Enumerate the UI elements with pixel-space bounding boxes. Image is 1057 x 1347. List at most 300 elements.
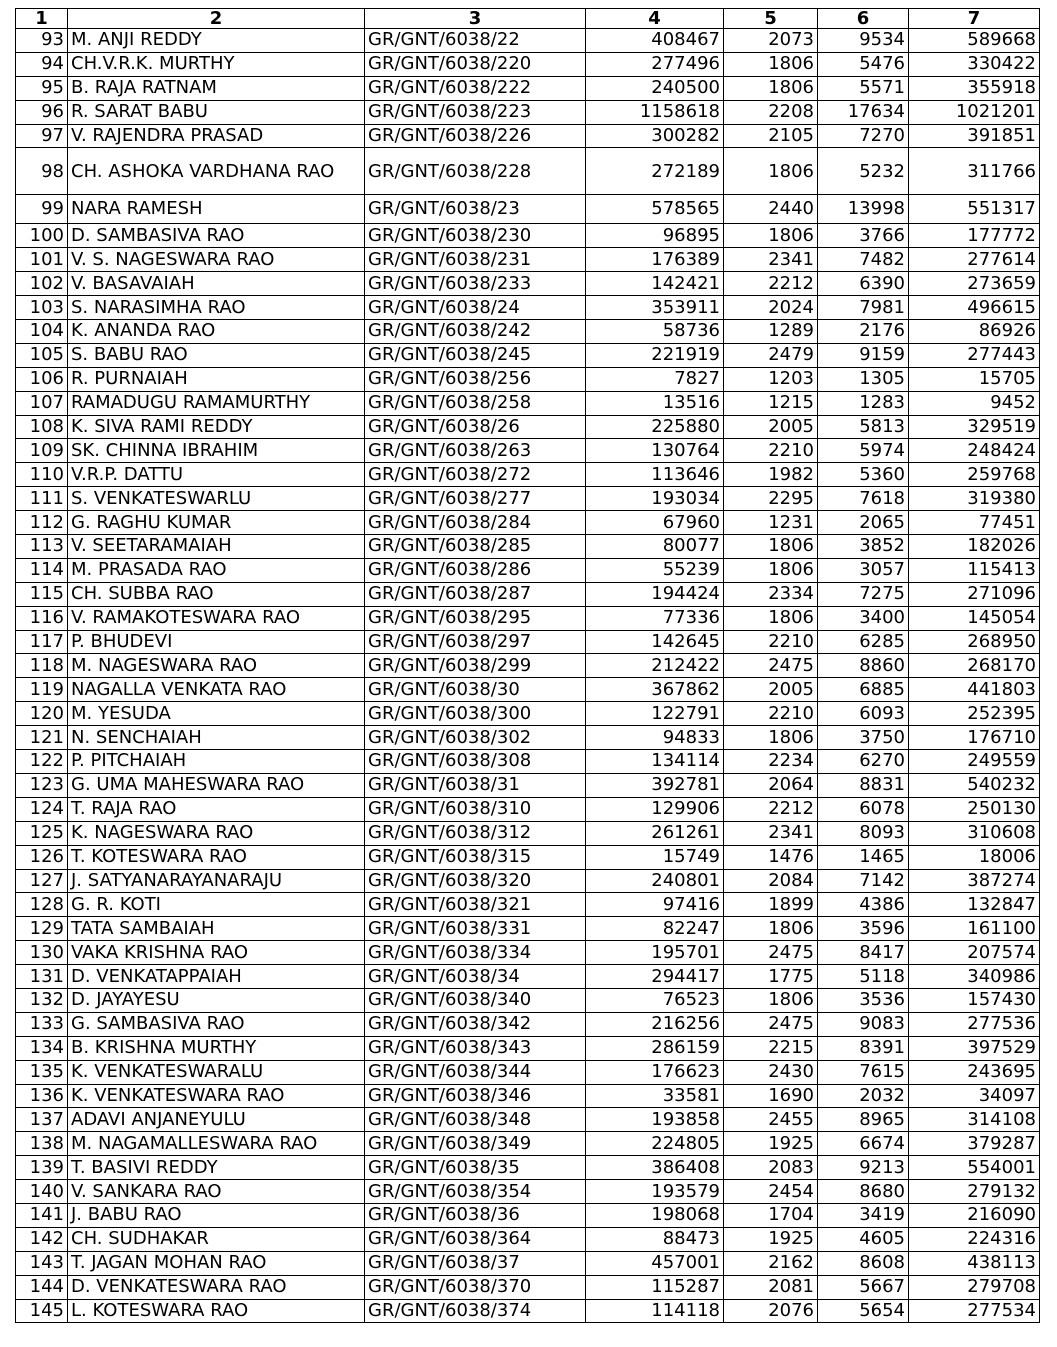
table-row: [16, 654, 1040, 678]
serial-number-cell: 125: [16, 821, 68, 845]
table-row: [16, 726, 1040, 750]
value-cell-7: 551317: [909, 195, 1040, 224]
table-row: [16, 195, 1040, 224]
table-row: [16, 1275, 1040, 1299]
serial-number-cell: 95: [16, 76, 68, 100]
value-cell-6: 3536: [818, 988, 909, 1012]
code-cell: GR/GNT/6038/344: [365, 1060, 586, 1084]
code-cell: GR/GNT/6038/312: [365, 821, 586, 845]
table-row: [16, 343, 1040, 367]
value-cell-4: 67960: [586, 511, 724, 535]
value-cell-7: 248424: [909, 439, 1040, 463]
serial-number-cell: 132: [16, 988, 68, 1012]
value-cell-5: 2162: [724, 1251, 818, 1275]
name-cell: K. NAGESWARA RAO: [68, 821, 365, 845]
value-cell-7: 268950: [909, 630, 1040, 654]
serial-number-cell: 101: [16, 248, 68, 272]
table-row: [16, 582, 1040, 606]
table-row: [16, 1203, 1040, 1227]
value-cell-7: 540232: [909, 773, 1040, 797]
serial-number-cell: 111: [16, 487, 68, 511]
serial-number-cell: 103: [16, 296, 68, 320]
name-cell: CH. SUBBA RAO: [68, 582, 365, 606]
value-cell-6: 7482: [818, 248, 909, 272]
value-cell-7: 329519: [909, 415, 1040, 439]
code-cell: GR/GNT/6038/346: [365, 1084, 586, 1108]
name-cell: P. BHUDEVI: [68, 630, 365, 654]
serial-number-cell: 120: [16, 702, 68, 726]
table-row: [16, 988, 1040, 1012]
value-cell-7: 268170: [909, 654, 1040, 678]
code-cell: GR/GNT/6038/263: [365, 439, 586, 463]
serial-number-cell: 118: [16, 654, 68, 678]
value-cell-7: 18006: [909, 845, 1040, 869]
code-cell: GR/GNT/6038/35: [365, 1156, 586, 1180]
column-header: 7: [909, 9, 1040, 29]
table-row: [16, 1227, 1040, 1251]
value-cell-6: 7615: [818, 1060, 909, 1084]
value-cell-4: 114118: [586, 1299, 724, 1323]
value-cell-6: 1465: [818, 845, 909, 869]
value-cell-7: 496615: [909, 296, 1040, 320]
value-cell-6: 8608: [818, 1251, 909, 1275]
value-cell-4: 76523: [586, 988, 724, 1012]
code-cell: GR/GNT/6038/242: [365, 320, 586, 344]
name-cell: G. R. KOTI: [68, 893, 365, 917]
code-cell: GR/GNT/6038/348: [365, 1108, 586, 1132]
code-cell: GR/GNT/6038/222: [365, 76, 586, 100]
table-row: [16, 869, 1040, 893]
table-row: [16, 511, 1040, 535]
name-cell: NAGALLA VENKATA RAO: [68, 678, 365, 702]
serial-number-cell: 126: [16, 845, 68, 869]
value-cell-6: 5654: [818, 1299, 909, 1323]
name-cell: V.R.P. DATTU: [68, 463, 365, 487]
code-cell: GR/GNT/6038/302: [365, 726, 586, 750]
value-cell-5: 2208: [724, 100, 818, 124]
value-cell-5: 2234: [724, 750, 818, 774]
serial-number-cell: 112: [16, 511, 68, 535]
code-cell: GR/GNT/6038/226: [365, 124, 586, 148]
serial-number-cell: 142: [16, 1227, 68, 1251]
value-cell-4: 15749: [586, 845, 724, 869]
value-cell-4: 122791: [586, 702, 724, 726]
code-cell: GR/GNT/6038/37: [365, 1251, 586, 1275]
name-cell: K. VENKATESWARA RAO: [68, 1084, 365, 1108]
code-cell: GR/GNT/6038/299: [365, 654, 586, 678]
value-cell-4: 142421: [586, 272, 724, 296]
value-cell-6: 2065: [818, 511, 909, 535]
code-cell: GR/GNT/6038/30: [365, 678, 586, 702]
value-cell-6: 9159: [818, 343, 909, 367]
code-cell: GR/GNT/6038/354: [365, 1180, 586, 1204]
value-cell-6: 9083: [818, 1012, 909, 1036]
code-cell: GR/GNT/6038/286: [365, 558, 586, 582]
serial-number-cell: 93: [16, 29, 68, 53]
table-row: [16, 893, 1040, 917]
name-cell: M. PRASADA RAO: [68, 558, 365, 582]
name-cell: R. PURNAIAH: [68, 367, 365, 391]
value-cell-4: 33581: [586, 1084, 724, 1108]
serial-number-cell: 97: [16, 124, 68, 148]
value-cell-6: 8680: [818, 1180, 909, 1204]
table-row: [16, 367, 1040, 391]
serial-number-cell: 113: [16, 535, 68, 559]
value-cell-6: 6390: [818, 272, 909, 296]
serial-number-cell: 144: [16, 1275, 68, 1299]
code-cell: GR/GNT/6038/31: [365, 773, 586, 797]
value-cell-4: 277496: [586, 52, 724, 76]
column-header: 3: [365, 9, 586, 29]
value-cell-4: 142645: [586, 630, 724, 654]
value-cell-6: 5118: [818, 965, 909, 989]
serial-number-cell: 94: [16, 52, 68, 76]
name-cell: J. SATYANARAYANARAJU: [68, 869, 365, 893]
serial-number-cell: 104: [16, 320, 68, 344]
name-cell: ADAVI ANJANEYULU: [68, 1108, 365, 1132]
value-cell-7: 589668: [909, 29, 1040, 53]
value-cell-5: 1806: [724, 558, 818, 582]
code-cell: GR/GNT/6038/230: [365, 224, 586, 248]
value-cell-7: 207574: [909, 941, 1040, 965]
code-cell: GR/GNT/6038/34: [365, 965, 586, 989]
value-cell-4: 13516: [586, 391, 724, 415]
value-cell-4: 286159: [586, 1036, 724, 1060]
value-cell-6: 6093: [818, 702, 909, 726]
name-cell: N. SENCHAIAH: [68, 726, 365, 750]
value-cell-4: 300282: [586, 124, 724, 148]
serial-number-cell: 136: [16, 1084, 68, 1108]
value-cell-7: 441803: [909, 678, 1040, 702]
value-cell-4: 194424: [586, 582, 724, 606]
name-cell: CH. ASHOKA VARDHANA RAO: [68, 148, 365, 195]
serial-number-cell: 124: [16, 797, 68, 821]
serial-number-cell: 140: [16, 1180, 68, 1204]
value-cell-6: 8391: [818, 1036, 909, 1060]
value-cell-7: 279708: [909, 1275, 1040, 1299]
value-cell-7: 279132: [909, 1180, 1040, 1204]
value-cell-6: 5360: [818, 463, 909, 487]
serial-number-cell: 133: [16, 1012, 68, 1036]
value-cell-5: 2084: [724, 869, 818, 893]
table-row: [16, 1036, 1040, 1060]
value-cell-7: 387274: [909, 869, 1040, 893]
serial-number-cell: 108: [16, 415, 68, 439]
value-cell-7: 277534: [909, 1299, 1040, 1323]
value-cell-6: 6885: [818, 678, 909, 702]
value-cell-4: 58736: [586, 320, 724, 344]
value-cell-5: 1982: [724, 463, 818, 487]
value-cell-7: 314108: [909, 1108, 1040, 1132]
value-cell-5: 1806: [724, 148, 818, 195]
value-cell-7: 243695: [909, 1060, 1040, 1084]
serial-number-cell: 122: [16, 750, 68, 774]
name-cell: J. BABU RAO: [68, 1203, 365, 1227]
name-cell: D. SAMBASIVA RAO: [68, 224, 365, 248]
serial-number-cell: 110: [16, 463, 68, 487]
value-cell-4: 130764: [586, 439, 724, 463]
value-cell-4: 216256: [586, 1012, 724, 1036]
name-cell: D. VENKATAPPAIAH: [68, 965, 365, 989]
value-cell-7: 157430: [909, 988, 1040, 1012]
value-cell-7: 271096: [909, 582, 1040, 606]
value-cell-5: 1231: [724, 511, 818, 535]
table-row: [16, 773, 1040, 797]
name-cell: R. SARAT BABU: [68, 100, 365, 124]
value-cell-6: 2032: [818, 1084, 909, 1108]
value-cell-5: 2455: [724, 1108, 818, 1132]
value-cell-5: 2454: [724, 1180, 818, 1204]
serial-number-cell: 119: [16, 678, 68, 702]
table-row: [16, 124, 1040, 148]
value-cell-4: 176623: [586, 1060, 724, 1084]
value-cell-5: 1215: [724, 391, 818, 415]
value-cell-6: 5476: [818, 52, 909, 76]
value-cell-6: 2176: [818, 320, 909, 344]
serial-number-cell: 121: [16, 726, 68, 750]
table-row: [16, 439, 1040, 463]
value-cell-6: 4386: [818, 893, 909, 917]
value-cell-5: 2005: [724, 678, 818, 702]
table-row: [16, 558, 1040, 582]
table-row: [16, 415, 1040, 439]
name-cell: T. JAGAN MOHAN RAO: [68, 1251, 365, 1275]
value-cell-5: 1775: [724, 965, 818, 989]
value-cell-6: 8417: [818, 941, 909, 965]
value-cell-4: 212422: [586, 654, 724, 678]
serial-number-cell: 109: [16, 439, 68, 463]
name-cell: V. BASAVAIAH: [68, 272, 365, 296]
value-cell-7: 277614: [909, 248, 1040, 272]
table-row: [16, 272, 1040, 296]
code-cell: GR/GNT/6038/256: [365, 367, 586, 391]
value-cell-6: 8831: [818, 773, 909, 797]
serial-number-cell: 143: [16, 1251, 68, 1275]
value-cell-4: 392781: [586, 773, 724, 797]
table-row: [16, 52, 1040, 76]
value-cell-7: 145054: [909, 606, 1040, 630]
value-cell-7: 397529: [909, 1036, 1040, 1060]
value-cell-5: 2210: [724, 702, 818, 726]
value-cell-4: 115287: [586, 1275, 724, 1299]
value-cell-5: 2475: [724, 1012, 818, 1036]
value-cell-6: 3766: [818, 224, 909, 248]
table-body: [16, 29, 1040, 1323]
serial-number-cell: 116: [16, 606, 68, 630]
table-row: [16, 1251, 1040, 1275]
name-cell: SK. CHINNA IBRAHIM: [68, 439, 365, 463]
header-row: [16, 9, 1040, 29]
value-cell-4: 353911: [586, 296, 724, 320]
data-table: [15, 8, 1040, 1323]
table-row: [16, 320, 1040, 344]
value-cell-6: 9213: [818, 1156, 909, 1180]
value-cell-5: 1806: [724, 52, 818, 76]
value-cell-5: 1806: [724, 917, 818, 941]
name-cell: S. BABU RAO: [68, 343, 365, 367]
value-cell-5: 2210: [724, 630, 818, 654]
table-row: [16, 224, 1040, 248]
value-cell-5: 2430: [724, 1060, 818, 1084]
value-cell-4: 80077: [586, 535, 724, 559]
value-cell-5: 1806: [724, 988, 818, 1012]
value-cell-6: 6285: [818, 630, 909, 654]
code-cell: GR/GNT/6038/295: [365, 606, 586, 630]
table-row: [16, 917, 1040, 941]
value-cell-6: 5974: [818, 439, 909, 463]
value-cell-5: 2334: [724, 582, 818, 606]
name-cell: M. NAGAMALLESWARA RAO: [68, 1132, 365, 1156]
name-cell: VAKA KRISHNA RAO: [68, 941, 365, 965]
table-row: [16, 487, 1040, 511]
table-row: [16, 821, 1040, 845]
table-row: [16, 606, 1040, 630]
value-cell-6: 8093: [818, 821, 909, 845]
value-cell-5: 2083: [724, 1156, 818, 1180]
value-cell-5: 1899: [724, 893, 818, 917]
name-cell: K. SIVA RAMI REDDY: [68, 415, 365, 439]
name-cell: G. RAGHU KUMAR: [68, 511, 365, 535]
value-cell-5: 1704: [724, 1203, 818, 1227]
value-cell-4: 7827: [586, 367, 724, 391]
value-cell-4: 134114: [586, 750, 724, 774]
table-row: [16, 100, 1040, 124]
value-cell-6: 6270: [818, 750, 909, 774]
serial-number-cell: 115: [16, 582, 68, 606]
name-cell: G. UMA MAHESWARA RAO: [68, 773, 365, 797]
code-cell: GR/GNT/6038/287: [365, 582, 586, 606]
value-cell-6: 8860: [818, 654, 909, 678]
table-row: [16, 1132, 1040, 1156]
value-cell-5: 2081: [724, 1275, 818, 1299]
value-cell-4: 88473: [586, 1227, 724, 1251]
code-cell: GR/GNT/6038/340: [365, 988, 586, 1012]
value-cell-7: 176710: [909, 726, 1040, 750]
value-cell-5: 1806: [724, 726, 818, 750]
table-row: [16, 702, 1040, 726]
value-cell-4: 193579: [586, 1180, 724, 1204]
code-cell: GR/GNT/6038/331: [365, 917, 586, 941]
code-cell: GR/GNT/6038/334: [365, 941, 586, 965]
value-cell-7: 311766: [909, 148, 1040, 195]
serial-number-cell: 145: [16, 1299, 68, 1323]
value-cell-5: 2440: [724, 195, 818, 224]
name-cell: B. RAJA RATNAM: [68, 76, 365, 100]
name-cell: S. VENKATESWARLU: [68, 487, 365, 511]
code-cell: GR/GNT/6038/258: [365, 391, 586, 415]
table-row: [16, 1180, 1040, 1204]
value-cell-4: 240801: [586, 869, 724, 893]
value-cell-4: 193034: [586, 487, 724, 511]
code-cell: GR/GNT/6038/343: [365, 1036, 586, 1060]
serial-number-cell: 139: [16, 1156, 68, 1180]
value-cell-7: 182026: [909, 535, 1040, 559]
serial-number-cell: 123: [16, 773, 68, 797]
column-header: 1: [16, 9, 68, 29]
value-cell-4: 1158618: [586, 100, 724, 124]
name-cell: K. VENKATESWARALU: [68, 1060, 365, 1084]
table-row: [16, 1084, 1040, 1108]
value-cell-4: 578565: [586, 195, 724, 224]
column-header: 2: [68, 9, 365, 29]
serial-number-cell: 137: [16, 1108, 68, 1132]
code-cell: GR/GNT/6038/272: [365, 463, 586, 487]
value-cell-5: 2076: [724, 1299, 818, 1323]
value-cell-5: 2341: [724, 248, 818, 272]
value-cell-4: 77336: [586, 606, 724, 630]
value-cell-4: 176389: [586, 248, 724, 272]
value-cell-7: 34097: [909, 1084, 1040, 1108]
name-cell: D. JAYAYESU: [68, 988, 365, 1012]
code-cell: GR/GNT/6038/228: [365, 148, 586, 195]
value-cell-4: 240500: [586, 76, 724, 100]
value-cell-6: 7275: [818, 582, 909, 606]
name-cell: B. KRISHNA MURTHY: [68, 1036, 365, 1060]
value-cell-5: 2475: [724, 941, 818, 965]
value-cell-6: 9534: [818, 29, 909, 53]
value-cell-5: 2064: [724, 773, 818, 797]
table-row: [16, 535, 1040, 559]
value-cell-7: 310608: [909, 821, 1040, 845]
code-cell: GR/GNT/6038/22: [365, 29, 586, 53]
serial-number-cell: 100: [16, 224, 68, 248]
name-cell: CH. SUDHAKAR: [68, 1227, 365, 1251]
value-cell-7: 1021201: [909, 100, 1040, 124]
serial-number-cell: 98: [16, 148, 68, 195]
value-cell-6: 4605: [818, 1227, 909, 1251]
name-cell: V. RAJENDRA PRASAD: [68, 124, 365, 148]
code-cell: GR/GNT/6038/231: [365, 248, 586, 272]
value-cell-4: 261261: [586, 821, 724, 845]
value-cell-7: 319380: [909, 487, 1040, 511]
serial-number-cell: 141: [16, 1203, 68, 1227]
table-row: [16, 248, 1040, 272]
name-cell: S. NARASIMHA RAO: [68, 296, 365, 320]
value-cell-5: 1289: [724, 320, 818, 344]
value-cell-7: 330422: [909, 52, 1040, 76]
code-cell: GR/GNT/6038/23: [365, 195, 586, 224]
code-cell: GR/GNT/6038/233: [365, 272, 586, 296]
name-cell: V. SEETARAMAIAH: [68, 535, 365, 559]
value-cell-7: 438113: [909, 1251, 1040, 1275]
value-cell-5: 2005: [724, 415, 818, 439]
value-cell-4: 94833: [586, 726, 724, 750]
value-cell-7: 379287: [909, 1132, 1040, 1156]
value-cell-6: 1305: [818, 367, 909, 391]
value-cell-7: 277443: [909, 343, 1040, 367]
value-cell-6: 7142: [818, 869, 909, 893]
code-cell: GR/GNT/6038/245: [365, 343, 586, 367]
value-cell-5: 1476: [724, 845, 818, 869]
name-cell: TATA SAMBAIAH: [68, 917, 365, 941]
table-row: [16, 148, 1040, 195]
value-cell-5: 1925: [724, 1227, 818, 1251]
value-cell-6: 3419: [818, 1203, 909, 1227]
serial-number-cell: 127: [16, 869, 68, 893]
value-cell-5: 2073: [724, 29, 818, 53]
value-cell-4: 97416: [586, 893, 724, 917]
value-cell-6: 5667: [818, 1275, 909, 1299]
table-row: [16, 391, 1040, 415]
value-cell-4: 193858: [586, 1108, 724, 1132]
table-row: [16, 965, 1040, 989]
value-cell-6: 6674: [818, 1132, 909, 1156]
value-cell-7: 177772: [909, 224, 1040, 248]
value-cell-5: 2341: [724, 821, 818, 845]
name-cell: T. RAJA RAO: [68, 797, 365, 821]
value-cell-6: 6078: [818, 797, 909, 821]
value-cell-5: 2105: [724, 124, 818, 148]
